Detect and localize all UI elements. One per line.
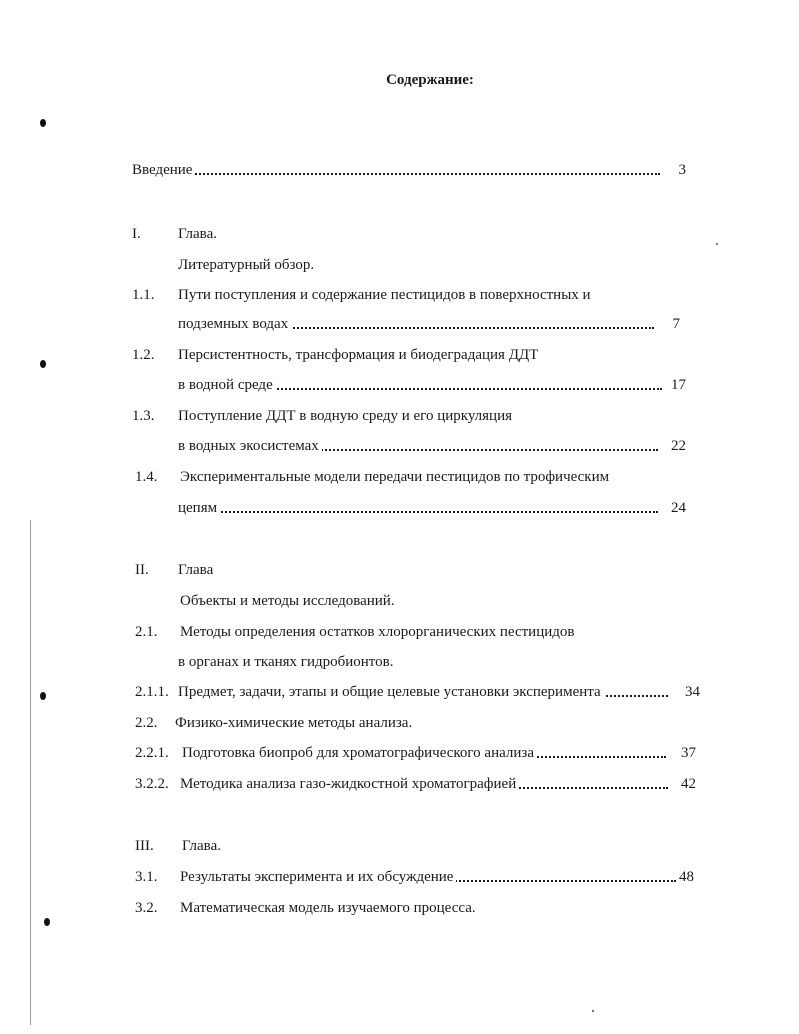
scan-edge-line [30, 520, 31, 1025]
toc-entry-leader[interactable] [178, 436, 658, 456]
chapter-heading: Глава. [178, 226, 217, 242]
toc-title: Содержание: [386, 72, 474, 88]
toc-entry-intro[interactable] [132, 160, 660, 180]
toc-entry-leader[interactable] [178, 498, 658, 518]
section-title-cont: подземных водах [178, 316, 291, 332]
scan-speck [716, 243, 718, 245]
page-number: 37 [681, 745, 696, 761]
toc-entry-label: Введение [132, 162, 195, 178]
section-title[interactable]: Персистентность, трансформация и биодеградация ДДТ [178, 347, 539, 363]
binding-hole-mark [40, 360, 46, 368]
section-title[interactable]: Пути поступления и содержание пестицидов в поверхностных и [178, 287, 591, 303]
page-number: 42 [681, 776, 696, 792]
toc-entry-leader[interactable] [178, 682, 668, 702]
binding-hole-mark [44, 918, 50, 926]
section-number: 1.1. [132, 287, 155, 303]
toc-entry-leader[interactable] [182, 743, 666, 763]
page-number: 24 [671, 500, 686, 516]
chapter-number: I. [132, 226, 141, 242]
section-number: 1.2. [132, 347, 155, 363]
binding-hole-mark [40, 692, 46, 700]
page-number: 7 [672, 316, 680, 332]
chapter-number: II. [135, 562, 149, 578]
section-title[interactable]: Методы определения остатков хлорорганических пестицидов [180, 624, 575, 640]
page-number: 17 [671, 377, 686, 393]
section-title[interactable]: Экспериментальные модели передачи пестицидов по трофическим [180, 469, 610, 485]
section-title-cont: цепям [178, 500, 220, 516]
section-title: Результаты эксперимента и их обсуждение [180, 869, 456, 885]
section-number: 1.4. [135, 469, 158, 485]
page-number: 48 [679, 869, 694, 885]
chapter-heading: Глава [178, 562, 214, 578]
binding-hole-mark [40, 119, 46, 127]
chapter-number: III. [135, 838, 154, 854]
section-title: Предмет, задачи, этапы и общие целевые установки эксперимента [178, 684, 604, 700]
toc-entry-leader[interactable] [178, 314, 654, 334]
page-number: 34 [685, 684, 700, 700]
chapter-subtitle: Объекты и методы исследований. [180, 593, 395, 609]
toc-entry-leader[interactable] [178, 375, 662, 395]
section-title: Подготовка биопроб для хроматографического анализа [182, 745, 537, 761]
section-number: 2.1.1. [135, 684, 169, 700]
section-number: 2.2. [135, 715, 158, 731]
section-number: 3.1. [135, 869, 158, 885]
section-title[interactable]: Физико-химические методы анализа. [175, 715, 413, 731]
section-title-cont: в водной среде [178, 377, 276, 393]
toc-entry-leader[interactable] [180, 774, 668, 794]
section-title[interactable]: Поступление ДДТ в водную среду и его циркуляция [178, 408, 512, 424]
section-title-cont: в водных экосистемах [178, 438, 322, 454]
toc-entry-leader[interactable] [180, 867, 676, 887]
section-number: 1.3. [132, 408, 155, 424]
section-number: 2.2.1. [135, 745, 169, 761]
section-title: Методика анализа газо-жидкостной хроматографией [180, 776, 519, 792]
chapter-heading: Глава. [182, 838, 221, 854]
section-number: 3.2. [135, 900, 158, 916]
scan-speck [592, 1010, 594, 1012]
section-number: 3.2.2. [135, 776, 169, 792]
section-title-cont: в органах и тканях гидробионтов. [178, 654, 394, 670]
page-number: 22 [671, 438, 686, 454]
section-title[interactable]: Математическая модель изучаемого процесса. [180, 900, 476, 916]
section-number: 2.1. [135, 624, 158, 640]
chapter-subtitle: Литературный обзор. [178, 257, 315, 273]
page-number: 3 [678, 162, 686, 178]
